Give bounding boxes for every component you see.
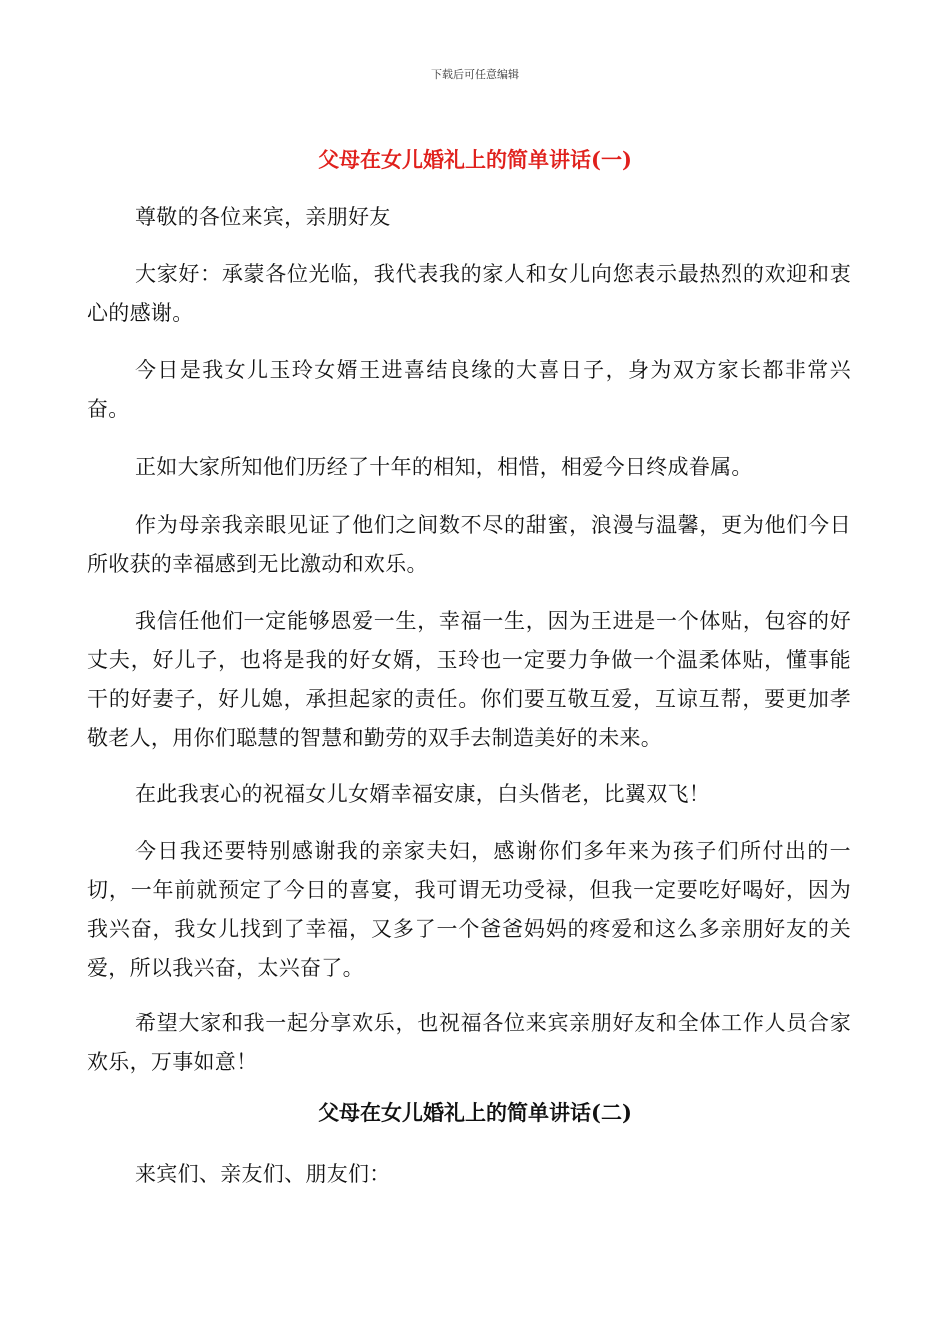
speech-title-1: 父母在女儿婚礼上的简单讲话(一) bbox=[318, 147, 632, 172]
paragraph-mother-witness: 作为母亲我亲眼见证了他们之间数不尽的甜蜜，浪漫与温馨，更为他们今日所收获的幸福感到无比激动和欢乐。 bbox=[87, 513, 851, 576]
paragraph-second-greeting: 来宾们、亲友们、朋友们： bbox=[135, 1162, 391, 1186]
paragraph-ten-years: 正如大家所知他们历经了十年的相知，相惜，相爱今日终成眷属。 bbox=[135, 455, 753, 479]
paragraph-closing-wish: 希望大家和我一起分享欢乐，也祝福各位来宾亲朋好友和全体工作人员合家欢乐，万事如意！ bbox=[87, 1011, 851, 1074]
speech-title-2: 父母在女儿婚礼上的简单讲话(二) bbox=[318, 1100, 632, 1125]
paragraph-blessing: 在此我衷心的祝福女儿女婿幸福安康，白头偕老，比翼双飞！ bbox=[135, 782, 711, 806]
paragraph-occasion: 今日是我女儿玉玲女婿王进喜结良缘的大喜日子，身为双方家长都非常兴奋。 bbox=[87, 358, 851, 421]
paragraph-welcome: 大家好：承蒙各位光临，我代表我的家人和女儿向您表示最热烈的欢迎和衷心的感谢。 bbox=[87, 262, 851, 325]
page-header-note: 下载后可任意编辑 bbox=[431, 68, 519, 81]
paragraph-trust: 我信任他们一定能够恩爱一生，幸福一生，因为王进是一个体贴，包容的好丈夫，好儿子，也将是我的好女婿，玉玲也一定要力争做一个温柔体贴，懂事能干的好妻子，好儿媳，承担起家的责任。你们要互敬互爱，互谅互帮，要更加孝敬老人，用你们聪慧的智慧和勤劳的双手去制造美好的未来。 bbox=[87, 609, 851, 750]
paragraph-thanks-in-laws: 今日我还要特别感谢我的亲家夫妇，感谢你们多年来为孩子们所付出的一切，一年前就预定了今日的喜宴，我可谓无功受禄，但我一定要吃好喝好，因为我兴奋，我女儿找到了幸福，又多了一个爸爸妈妈的疼爱和这么多亲朋好友的关爱，所以我兴奋，太兴奋了。 bbox=[87, 839, 851, 980]
paragraph-greeting: 尊敬的各位来宾，亲朋好友 bbox=[135, 205, 391, 229]
